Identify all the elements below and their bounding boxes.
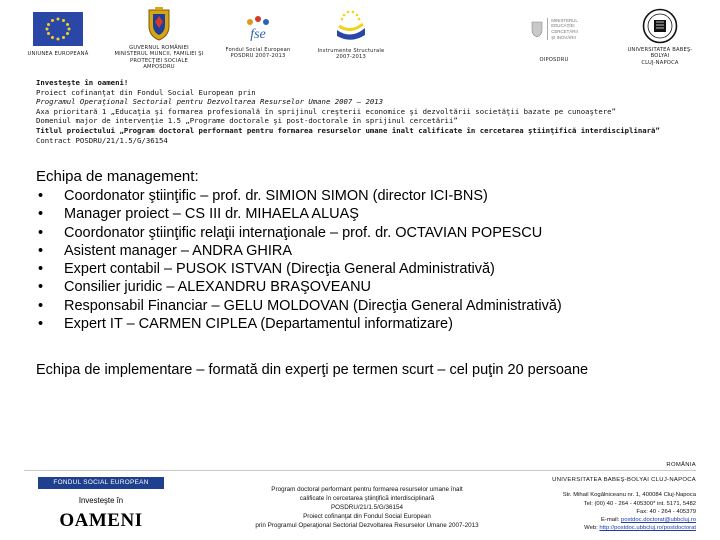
fse-mark-icon: [240, 12, 276, 42]
romanian-coat-of-arms-icon: [144, 6, 174, 42]
footer-center-line: calificate în cercetarea ştiinţifică interdisciplinară: [299, 494, 435, 502]
footer-email-link[interactable]: postdoc.doctorat@ubbcluj.ro: [620, 517, 696, 524]
ubb-seal-icon: [642, 8, 678, 44]
list-item: [36, 297, 706, 315]
svg-text:fse: fse: [250, 27, 266, 42]
footer-email-row: [514, 516, 696, 524]
ubb-logo: [614, 8, 706, 66]
project-title: Titlul proiectului „Program doctoral performant pentru formarea resurselor umane înalt calificate în cercetarea ştiinţifică interdisciplinară”: [36, 125, 660, 135]
implementation-title: Echipa de implementare: [36, 362, 193, 378]
footer-gap: [514, 484, 696, 491]
management-member: Consilier juridic – ALEXANDRU BRAŞOVEANU: [64, 279, 372, 296]
bullet: •: [38, 224, 44, 241]
list-item: [36, 260, 706, 278]
management-member: Coordonator ştiinţific relaţii internaţionale – prof. dr. OCTAVIAN POPESCU: [64, 224, 543, 241]
bullet: •: [38, 279, 44, 296]
project-intervention-domain: Domeniul major de intervenţie 1.5 „Programe doctorale şi post-doctorale în sprijinul cercetării”: [36, 116, 458, 126]
ministry-crest-icon: [530, 20, 544, 38]
footer-country: ROMÂNIA: [666, 462, 696, 468]
structural-instruments-icon: [334, 8, 368, 44]
footer-center-line: POSDRU/21/1.5/G/36154: [330, 503, 404, 511]
implementation-section: [36, 361, 588, 379]
footer-center-line: prin Programul Operaţional Sectorial Dezvoltarea Resurselor Umane 2007-2013: [255, 521, 479, 529]
management-member: Expert IT – CARMEN CIPLEA (Departamentul informatizare): [64, 316, 453, 333]
management-list: [36, 187, 706, 333]
footer-center-line: Program doctoral performant pentru formarea resurselor umane înalt: [271, 486, 463, 493]
fse-logo: [214, 12, 302, 60]
bullet: •: [38, 188, 44, 204]
government-caption: GUVERNUL ROMÂNIEI MINISTERUL MUNCII, FAMILIEI ŞI PROTECŢIEI SOCIALE AMPOSDRU: [114, 45, 204, 71]
fse-caption: Fondul Social European POSDRU 2007-2013: [225, 47, 291, 60]
bullet: •: [38, 261, 44, 278]
footer-contact: [514, 461, 696, 532]
management-member: Responsabil Financiar – GELU MOLDOVAN (Direcţia General Administrativă): [64, 297, 562, 314]
footer-web-row: [514, 524, 696, 532]
bullet: •: [38, 206, 44, 223]
list-item: [36, 242, 706, 260]
footer-web-label: Web:: [584, 525, 600, 532]
management-member: Expert contabil – PUSOK ISTVAN (Direcţia General Administrativă): [64, 261, 495, 278]
footer-tagline: Investeşte în: [78, 496, 124, 505]
project-slogan: Investeşte în oameni!: [36, 78, 129, 87]
project-program: Programul Operaţional Sectorial pentru Dezvoltarea Resurselor Umane 2007 – 2013: [36, 97, 384, 107]
footer-center-line: Proiect cofinanţat din Fondul Social European: [303, 512, 431, 520]
footer-gap: [514, 469, 696, 476]
footer-university: UNIVERSITATEA BABEŞ-BOLYAI CLUJ-NAPOCA: [552, 477, 696, 484]
footer-address: Str. Mihail Kogălniceanu nr. 1, 400084 Cluj-Napoca: [562, 492, 696, 499]
list-item: [36, 187, 706, 205]
eu-flag-icon: [33, 12, 83, 46]
footer-project-info: [228, 486, 506, 531]
list-item: [36, 224, 706, 242]
ubb-caption: UNIVERSITATEA BABEŞ- BOLYAI CLUJ-NAPOCA: [627, 47, 693, 66]
list-item: [36, 315, 706, 333]
list-item: [36, 205, 706, 223]
footer-fax: Fax: 40 - 264 - 405379: [636, 508, 696, 515]
footer-web-link[interactable]: http://postdoc.ubbcluj.ro/postdoctorat: [599, 525, 696, 532]
project-info: [36, 78, 706, 145]
bullet: •: [38, 242, 44, 259]
management-member: Manager proiect – CS III dr. MIHAELA ALUAŞ: [64, 206, 359, 223]
footer-email-label: E-mail:: [600, 517, 621, 524]
oiposdru-logo: [506, 10, 602, 63]
oiposdru-caption: OIPOSDRU: [539, 57, 569, 63]
list-item: [36, 278, 706, 296]
footer-oameni: OAMENI: [59, 510, 143, 531]
project-contract: Contract POSDRU/21/1.5/G/36154: [36, 135, 168, 145]
eu-logo: [18, 12, 98, 57]
management-member: Coordonator ştiinţific – prof. dr. SIMION SIMON (director ICI-BNS): [64, 188, 488, 204]
bullet: •: [38, 297, 44, 314]
bullet: •: [38, 316, 44, 333]
footer-tel: Tel: (00) 40 - 264 - 405300* int. 5171, 5482: [583, 500, 696, 507]
management-member: Asistent manager – ANDRA GHIRA: [64, 242, 293, 259]
footer-fse-banner: FONDUL SOCIAL EUROPEAN: [38, 477, 164, 489]
implementation-text: – formată din experţi pe termen scurt – cel puţin 20 persoane: [192, 362, 589, 378]
government-logo: [96, 6, 222, 71]
management-section: [36, 168, 706, 333]
eu-caption: UNIUNEA EUROPEANĂ: [27, 51, 89, 57]
project-cofinanced: Proiect cofinanţat din Fondul Social European prin: [36, 87, 256, 97]
project-priority-axis: Axa prioritară 1 „Educaţia şi formarea profesională în sprijinul creşterii economice şi dezvoltării societăţii bazate pe cunoaştere”: [36, 106, 616, 116]
management-title: Echipa de management:: [36, 168, 199, 185]
ministry-mark-text: MINISTERUL EDUCAŢIEI CERCETĂRII ŞI INOVĂRII: [547, 18, 578, 40]
instruments-caption: Instrumente Structurale 2007-2013: [317, 48, 385, 61]
instruments-logo: [306, 8, 396, 61]
